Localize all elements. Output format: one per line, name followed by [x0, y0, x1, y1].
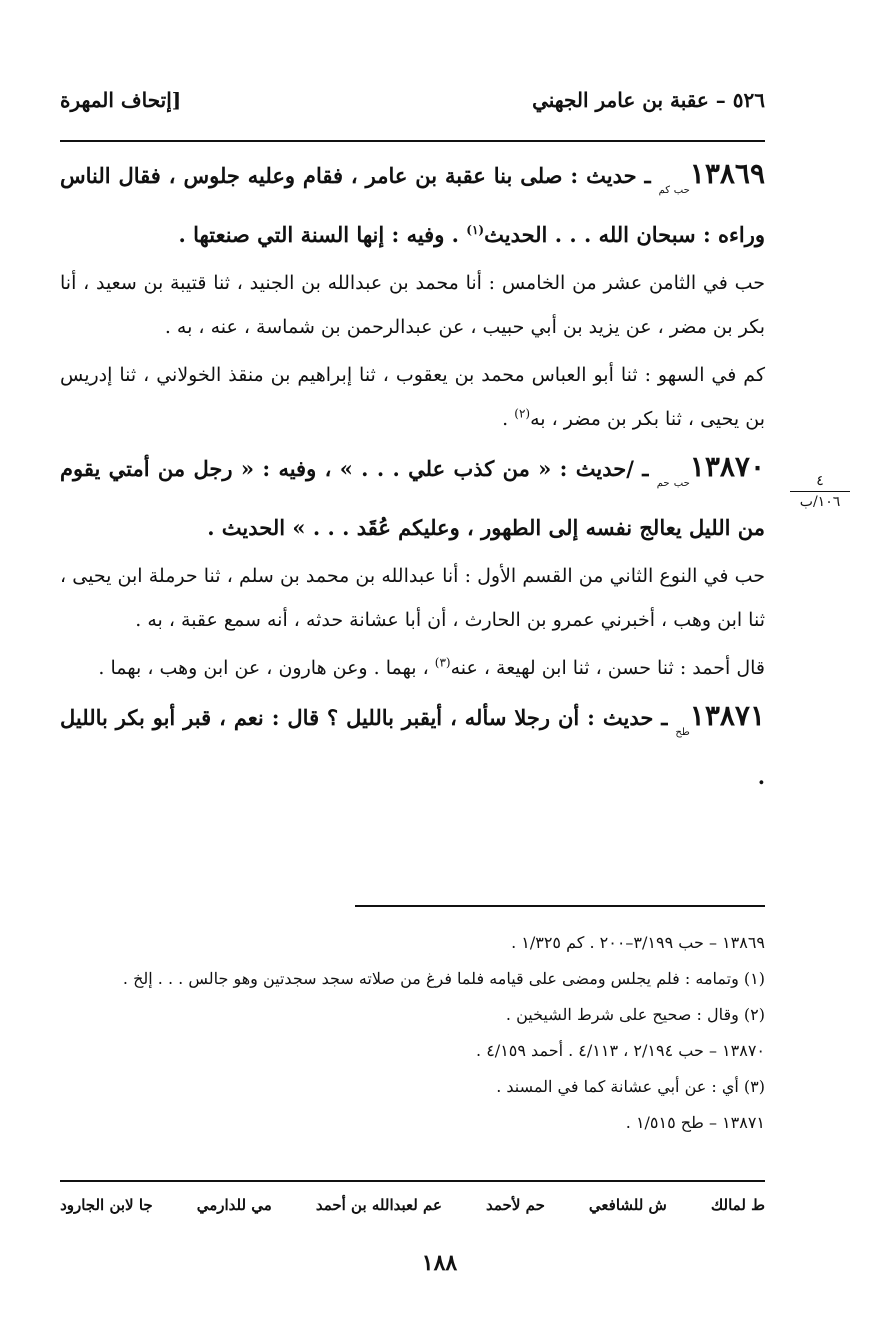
hadith-sigla: حب كم: [658, 185, 690, 196]
hadith-sigla: حب حم: [656, 478, 690, 489]
hadith-text: ـ حديث : صلى بنا عقبة بن عامر ، فقام وعليه جلوس ، فقال الناس وراءه : سبحان الله . . . الحديث: [60, 163, 765, 247]
footnote-ref: (١): [466, 223, 485, 237]
sigla-legend: [60, 1196, 765, 1214]
legend-item: جا لابن الجارود: [60, 1196, 153, 1214]
isnad-paragraph: [60, 261, 765, 349]
footnote-ref: (٣): [434, 655, 451, 670]
hadith-entry: [60, 152, 765, 257]
footnote: (٢) وقال : صحيح على شرط الشيخين .: [505, 1005, 765, 1024]
isnad-paragraph: [60, 554, 765, 642]
isnad-tail: .: [502, 408, 515, 430]
footnotes: [60, 925, 765, 1141]
footnote-ref: (٢): [514, 406, 531, 421]
legend-item: مي للدارمي: [196, 1196, 272, 1214]
footnote: ١٣٨٧٠ – حب ٢/١٩٤ ، ٤/١١٣ . أحمد ٤/١٥٩ .: [476, 1041, 765, 1060]
header-title: ٥٢٦ – عقبة بن عامر الجهني: [532, 88, 765, 112]
main-text: [60, 152, 765, 799]
hadith-number: ١٣٨٧١: [689, 699, 765, 732]
hadith-number: ١٣٨٧٠: [689, 450, 765, 483]
isnad-tail: ، بهما . وعن هارون ، عن ابن وهب ، بهما .: [98, 657, 435, 679]
margin-folio: ١٠٦/ب: [799, 494, 841, 510]
legend-rule: [60, 1180, 765, 1182]
hadith-text: ـ /حديث : « من كذب علي . . . » ، وفيه : « رجل من أمتي يقوم من الليل يعالج نفسه إلى الطهور ، وعليكم عُقَد . . . » الحديث .: [60, 456, 765, 540]
footnote-rule: [355, 905, 765, 907]
hadith-number: ١٣٨٦٩: [689, 157, 765, 190]
hadith-text: ـ حديث : أن رجلا سأله ، أيقبر بالليل ؟ قال : نعم ، قبر أبو بكر بالليل .: [60, 705, 765, 789]
hadith-text-tail: . وفيه : إنها السنة التي صنعتها .: [178, 222, 467, 247]
footnote: ١٣٨٧١ – طح ١/٥١٥ .: [625, 1113, 765, 1132]
hadith-sigla: طح: [675, 727, 690, 738]
legend-item: ط لمالك: [710, 1196, 765, 1214]
isnad-text: حب في النوع الثاني من القسم الأول : أنا عبدالله بن محمد بن سلم ، ثنا حرملة ابن يحيى ، ثنا ابن وهب ، أخبرني عمرو بن الحارث ، أن أبا عشانة حدثه ، أنه سمع عقبة ، به .: [60, 565, 765, 631]
page-number: ١٨٨: [421, 1250, 458, 1276]
legend-item: ش للشافعي: [588, 1196, 667, 1214]
footnote: ١٣٨٦٩ – حب ٣/١٩٩–٢٠٠ . كم ١/٣٢٥ .: [511, 933, 765, 952]
isnad-text: كم في السهو : ثنا أبو العباس محمد بن يعقوب ، ثنا إبراهيم بن منقذ الخولاني ، ثنا إدريس بن يحيى ، ثنا بكر بن مضر ، به: [60, 364, 765, 430]
isnad-text: قال أحمد : ثنا حسن ، ثنا ابن لهيعة ، عنه: [450, 657, 765, 679]
footnote: (١) وتمامه : فلم يجلس ومضى على قيامه فلما فرغ من صلاته سجد سجدتين وهو جالس . . . إلخ .: [122, 969, 765, 988]
margin-note: [790, 473, 850, 510]
isnad-paragraph: [60, 353, 765, 441]
footnote: (٣) أي : عن أبي عشانة كما في المسند .: [496, 1077, 765, 1096]
isnad-text: حب في الثامن عشر من الخامس : أنا محمد بن عبدالله بن الجنيد ، ثنا قتيبة بن سعيد ، أنا بكر بن مضر ، عن يزيد بن أبي حبيب ، عن عبدالرحمن بن شماسة ، عنه ، به .: [60, 272, 765, 338]
legend-item: عم لعبدالله بن أحمد: [315, 1196, 442, 1214]
hadith-entry: [60, 445, 765, 550]
hadith-entry: [60, 694, 765, 799]
isnad-paragraph: [60, 646, 765, 690]
legend-item: حم لأحمد: [486, 1196, 545, 1214]
header-book: [إتحاف المهرة: [60, 88, 182, 112]
margin-volume: ٤: [790, 473, 850, 492]
header-rule: [60, 140, 765, 142]
